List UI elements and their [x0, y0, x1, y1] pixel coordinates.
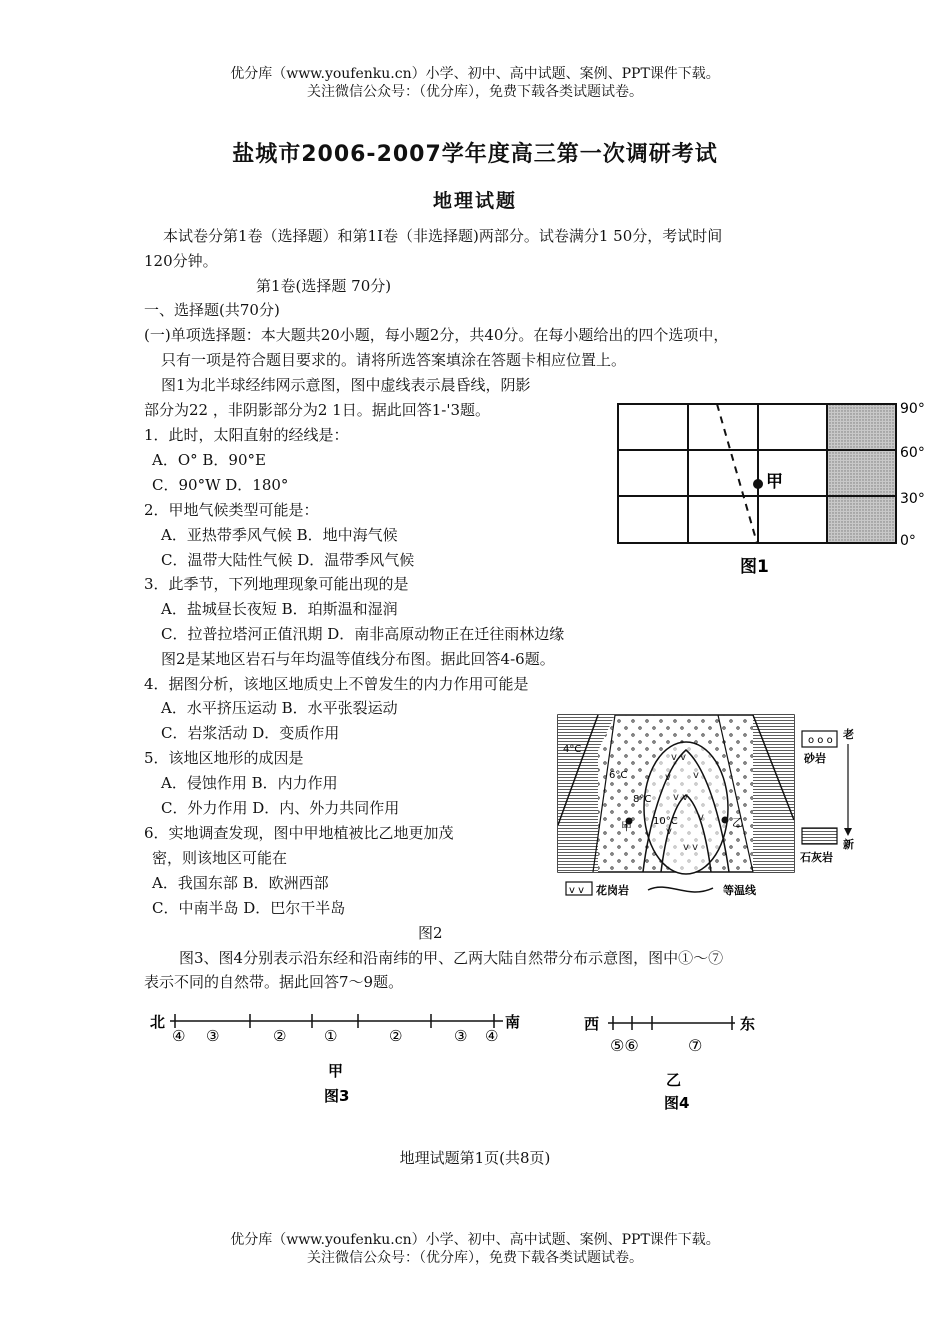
isotherm-8: 8°C [633, 794, 652, 805]
q6-stem-1: 6．实地调查发现，图中甲地植被比乙地更加茂 [144, 824, 454, 842]
fig1-intro-line-2: 部分为22 ，非阴影部分为2 1日。据此回答1-'3题。 [144, 401, 490, 419]
q4-stem: 4．据图分析，该地区地质史上不曾发生的内力作用可能是 [144, 675, 529, 693]
point-jia-marker [753, 479, 763, 489]
legend-granite: 花岗岩 [596, 884, 629, 897]
lat-label-90: 90° [900, 401, 925, 417]
svg-text:o o o: o o o [808, 735, 833, 746]
q2-stem: 2．甲地气候类型可能是： [144, 501, 319, 519]
continent-jia: 甲 [328, 1062, 344, 1080]
exam-subtitle: 地理试题 [432, 190, 517, 212]
point-yi-label: 乙 [732, 816, 743, 829]
instruction-line-2: 只有一项是符合题目要求的。请将所选答案填涂在答题卡相应位置上。 [161, 351, 627, 369]
legend-sandstone: 砂岩 [804, 752, 826, 765]
night-shading [827, 404, 896, 543]
south-label: 南 [505, 1013, 521, 1031]
footer-wechat-line: 关注微信公众号：（优分库），免费下载各类试题试卷。 [307, 1250, 643, 1266]
fig34-intro-line-2: 表示不同的自然带。据此回答7～9题。 [144, 973, 404, 991]
continent-yi: 乙 [666, 1071, 682, 1089]
isotherm-6: 6°C [609, 770, 628, 781]
header-wechat-line: 关注微信公众号：（优分库），免费下载各类试题试卷。 [307, 84, 643, 100]
zone-n2: ② [273, 1027, 287, 1045]
zone-s2: ② [389, 1027, 403, 1045]
figure-3-caption: 图3 [324, 1087, 350, 1105]
svg-text:v v: v v [569, 885, 585, 896]
point-jia-label-2: 甲 [621, 820, 632, 833]
exam-title: 盐城市2006-2007学年度高三第一次调研考试 [232, 142, 718, 167]
figure-2-rock-isotherm-map [553, 710, 865, 903]
intro-line-2: 120分钟。 [144, 252, 218, 270]
fig2-caption: 图2 [418, 924, 443, 942]
lat-label-30: 30° [900, 491, 925, 507]
intro-line-1: 本试卷分第1卷（选择题）和第1I卷（非选择题)两部分。试卷满分1 50分，考试时间 [163, 227, 723, 245]
point-jia-label: 甲 [766, 472, 783, 492]
zone-n3: ③ [206, 1027, 220, 1045]
figure-4-west-east-zones [580, 1008, 795, 1116]
isotherm-10: 10°C [653, 816, 678, 827]
lat-label-0: 0° [900, 533, 916, 549]
fig34-intro-line-1: 图3、图4分别表示沿东经和沿南纬的甲、乙两大陆自然带分布示意图，图中①～⑦ [179, 949, 724, 967]
q2-options-ab: A．亚热带季风气候 B．地中海气候 [161, 526, 398, 544]
q5-options-ab: A．侵蚀作用 B．内力作用 [161, 774, 338, 792]
west-label: 西 [584, 1015, 600, 1033]
q2-options-cd: C．温带大陆性气候 D．温带季风气候 [161, 551, 415, 569]
q5-options-cd: C．外力作用 D．内、外力共同作用 [161, 799, 400, 817]
legend-limestone: 石灰岩 [800, 851, 833, 864]
isotherm-4: 4°C [563, 744, 582, 755]
svg-text:v v: v v [673, 792, 689, 803]
figure-3-north-south-zones [148, 1008, 528, 1113]
fig1-intro-line-1: 图1为北半球经纬网示意图，图中虚线表示晨昏线，阴影 [161, 376, 531, 394]
figure-1-graticule [610, 395, 940, 580]
q1-options-cd: C．90°W D．180° [152, 476, 289, 494]
volume-heading: 第1卷(选择题 70分) [256, 277, 392, 295]
terminator-line [717, 404, 757, 543]
zone-s4: ④ [485, 1027, 499, 1045]
legend-old: 老 [843, 728, 854, 741]
north-label: 北 [150, 1013, 166, 1031]
q3-stem: 3．此季节，下列地理现象可能出现的是 [144, 575, 409, 593]
q6-stem-2: 密，则该地区可能在 [152, 849, 288, 867]
svg-text:v v: v v [671, 752, 687, 763]
zone-s3: ③ [454, 1027, 468, 1045]
fig2-intro: 图2是某地区岩石与年均温等值线分布图。据此回答4-6题。 [161, 650, 555, 668]
q1-stem: 1．此时，太阳直射的经线是： [144, 426, 349, 444]
q5-stem: 5．该地区地形的成因是 [144, 749, 304, 767]
east-label: 东 [740, 1015, 756, 1033]
q4-options-cd: C．岩浆活动 D．变质作用 [161, 724, 340, 742]
q6-options-cd: C．中南半岛 D．巴尔干半岛 [152, 899, 346, 917]
zone-1: ① [324, 1027, 338, 1045]
svg-text:v: v [698, 812, 704, 823]
legend-isotherm: 等温线 [723, 884, 756, 897]
q1-options-ab: A．O° B．90°E [152, 451, 266, 469]
svg-text:v: v [665, 772, 671, 783]
q3-options-ab: A．盐城昼长夜短 B．珀斯温和湿润 [161, 600, 398, 618]
footer-source-line: 优分库（www.youfenku.cn）小学、初中、高中试题、案例、PPT课件下载。 [230, 1232, 720, 1248]
part-heading: 一、选择题(共70分) [144, 301, 280, 319]
q6-options-ab: A．我国东部 B．欧洲西部 [152, 874, 329, 892]
q3-options-cd: C．拉普拉塔河正值汛期 D．南非高原动物正在迁往雨林边缘 [161, 625, 565, 643]
instruction-line-1: (一)单项选择题：本大题共20小题，每小题2分，共40分。在每小题给出的四个选项中， [144, 326, 729, 344]
svg-text:v v: v v [683, 842, 699, 853]
zone-n4: ④ [172, 1027, 186, 1045]
figure-4-caption: 图4 [664, 1094, 690, 1112]
svg-text:v: v [693, 770, 699, 781]
legend-new: 新 [843, 838, 854, 851]
figure-1-caption: 图1 [740, 557, 769, 577]
q4-options-ab: A．水平挤压运动 B．水平张裂运动 [161, 699, 398, 717]
svg-text:v: v [666, 826, 672, 837]
header-source-line: 优分库（www.youfenku.cn）小学、初中、高中试题、案例、PPT课件下载。 [230, 66, 720, 82]
zone-5-6: ⑤⑥ [610, 1036, 639, 1055]
zone-7: ⑦ [688, 1036, 703, 1055]
page-number: 地理试题第1页(共8页) [399, 1149, 551, 1167]
lat-label-60: 60° [900, 445, 925, 461]
point-yi-marker [722, 817, 729, 824]
